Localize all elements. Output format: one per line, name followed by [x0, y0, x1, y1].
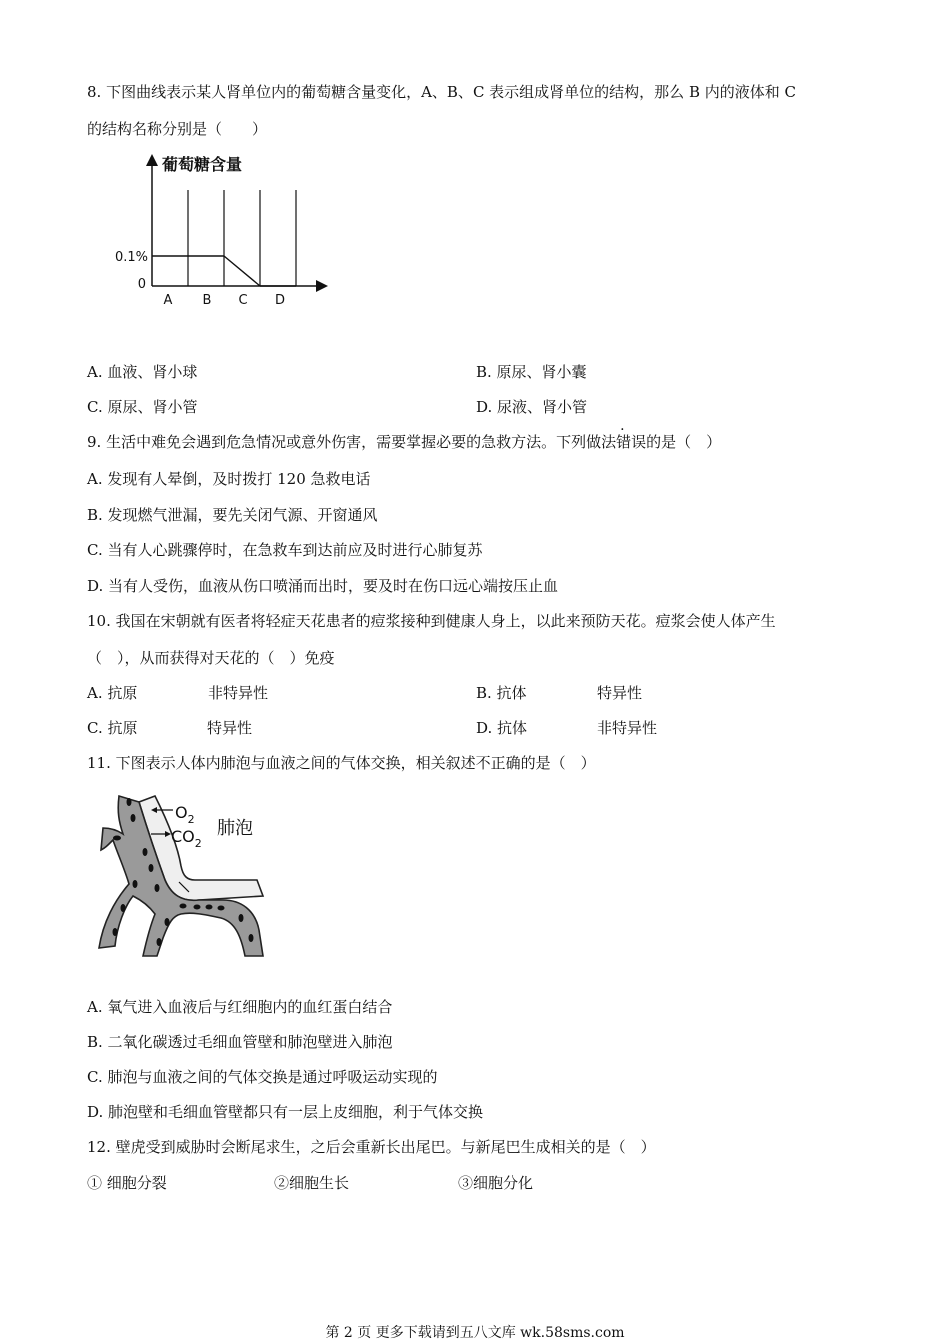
q10-stem-line1: 10. 我国在宋朝就有医者将轻症天花患者的痘浆接种到健康人身上，以此来预防天花。痘浆会使人体产生: [87, 612, 776, 630]
red-blood-cell: [133, 880, 138, 888]
red-blood-cell: [149, 864, 154, 872]
q9-option-c[interactable]: C. 当有人心跳骤停时，在急救车到达前应及时进行心肺复苏: [87, 541, 483, 559]
alveolus-label: 肺泡: [217, 818, 253, 839]
chart-ylabel: 葡萄糖含量: [162, 155, 243, 174]
q9-option-d[interactable]: D. 当有人受伤，血液从伤口喷涌而出时，要及时在伤口远心端按压止血: [87, 577, 559, 595]
page-footer: 第 2 页 更多下载请到五八文库 wk.58sms.com: [325, 1325, 625, 1341]
q9-option-a[interactable]: A. 发现有人晕倒，及时拨打 120 急救电话: [87, 470, 371, 488]
red-blood-cell: [165, 918, 170, 926]
red-blood-cell: [131, 814, 136, 822]
q10-a-first: A. 抗原: [87, 684, 138, 702]
tick-0: 0: [137, 277, 146, 292]
red-blood-cell: [143, 848, 148, 856]
red-blood-cell: [206, 905, 213, 910]
q9-stem-pre: 9. 生活中难免会遇到危急情况或意外伤害，需要掌握必要的急救方法。下列做法: [87, 433, 617, 451]
red-blood-cell: [127, 798, 132, 806]
q11-stem: 11. 下图表示人体内肺泡与血液之间的气体交换，相关叙述不正确的是（ ）: [87, 754, 596, 772]
red-blood-cell: [194, 905, 201, 910]
co2-label: $CO_2$: [171, 827, 202, 850]
red-blood-cell: [113, 928, 118, 936]
o2-label: $O_2$: [175, 803, 195, 826]
x-label-c: C: [238, 293, 248, 308]
x-label-d: D: [274, 293, 286, 308]
q12-stem: 12. 壁虎受到威胁时会断尾求生，之后会重新长出尾巴。与新尾巴生成相关的是（ ）: [87, 1138, 656, 1156]
tick-0-1-percent: 0.1%: [114, 250, 148, 265]
red-blood-cell: [249, 934, 254, 942]
q12-item-1: ① 细胞分裂: [87, 1174, 167, 1192]
red-blood-cell: [155, 884, 160, 892]
q8-option-c[interactable]: C. 原尿、肾小管: [87, 398, 198, 416]
q12-item-3: ③细胞分化: [458, 1174, 534, 1192]
q10-c-second: 特异性: [207, 719, 253, 737]
q9-stem: [87, 432, 721, 452]
q10-b-second: 特异性: [597, 684, 643, 702]
q8-option-d[interactable]: D. 尿液、肾小管: [476, 398, 588, 416]
q10-d-first: D. 抗体: [476, 719, 528, 737]
q10-d-second: 非特异性: [597, 719, 658, 737]
q8-stem-line1: 8. 下图曲线表示某人肾单位内的葡萄糖含量变化，A、B、C 表示组成肾单位的结构，那么 B 内的液体和 C: [87, 83, 796, 101]
q9-option-b[interactable]: B. 发现燃气泄漏，要先关闭气源、开窗通风: [87, 506, 378, 524]
alveolus-capillary-figure: [95, 788, 270, 960]
q10-option-a[interactable]: [87, 683, 268, 703]
q9-stem-post: 的是（ ）: [646, 433, 722, 451]
q8-option-b[interactable]: B. 原尿、肾小囊: [476, 363, 587, 381]
q8-stem-line2: 的结构名称分别是（ ）: [87, 120, 268, 138]
curve-segment-c: [224, 256, 260, 286]
red-blood-cell: [180, 904, 187, 909]
q10-b-first: B. 抗体: [476, 684, 527, 702]
red-blood-cell: [239, 914, 244, 922]
q10-option-c[interactable]: [87, 718, 252, 738]
glucose-chart: [100, 150, 340, 320]
q11-option-a[interactable]: A. 氧气进入血液后与红细胞内的血红蛋白结合: [87, 998, 393, 1016]
x-label-a: A: [163, 293, 173, 308]
red-blood-cell: [157, 938, 162, 946]
q9-stem-emphasis: 错误: [616, 433, 647, 451]
q10-stem-line2: （ ），从而获得对天花的（ ）免疫: [87, 649, 335, 667]
q11-option-d[interactable]: D. 肺泡壁和毛细血管壁都只有一层上皮细胞，利于气体交换: [87, 1103, 484, 1121]
red-blood-cell: [113, 836, 121, 841]
q8-option-a[interactable]: A. 血液、肾小球: [87, 363, 198, 381]
q10-c-first: C. 抗原: [87, 719, 138, 737]
q10-option-b[interactable]: [476, 683, 642, 703]
q11-option-b[interactable]: B. 二氧化碳透过毛细血管壁和肺泡壁进入肺泡: [87, 1033, 393, 1051]
q12-item-2: ②细胞生长: [274, 1174, 350, 1192]
red-blood-cell: [218, 906, 225, 911]
q10-option-d[interactable]: [476, 718, 657, 738]
x-label-b: B: [202, 293, 212, 308]
q10-a-second: 非特异性: [208, 684, 269, 702]
red-blood-cell: [121, 904, 126, 912]
q11-option-c[interactable]: C. 肺泡与血液之间的气体交换是通过呼吸运动实现的: [87, 1068, 438, 1086]
